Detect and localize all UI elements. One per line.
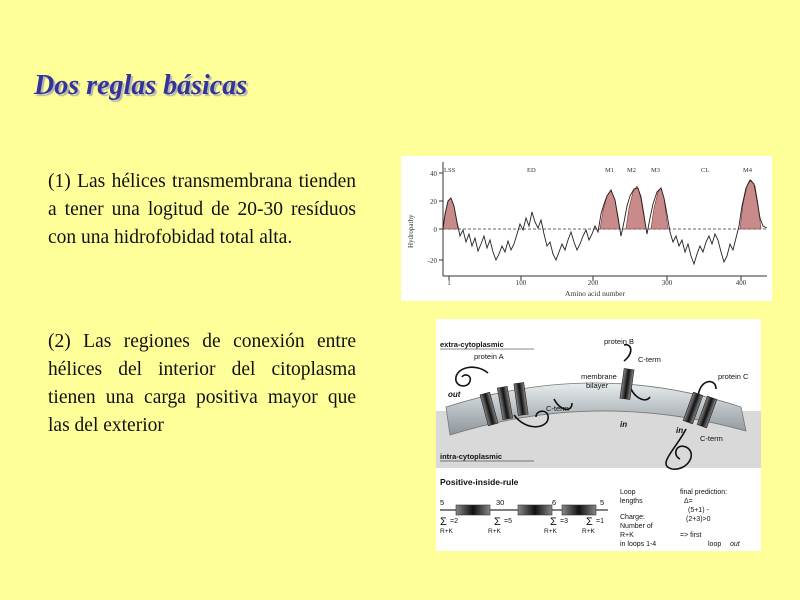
loop-number-3: 6 [552,498,557,507]
segment-ed: ED [527,167,536,174]
x-tick-100: 100 [515,279,527,287]
out-label: out [448,390,461,399]
segment-cl: CL [701,167,710,174]
y-tick-40: 40 [430,170,437,178]
segment-m3: M3 [651,167,661,174]
intra-cytoplasmic-label: intra-cytoplasmic [440,452,503,461]
protein-b-c-term [624,345,631,361]
rule-2-paragraph: (2) Las regiones de conexión entre hélices del interior del citoplasma tienen una carga positiva mayor que las del exterior [48,331,356,436]
sum-2: =5 [504,518,512,525]
c-term-b-label: C-term [638,355,661,364]
svg-text:lengths: lengths [620,498,643,505]
x-tick-200: 200 [587,279,599,287]
hydropathy-plot-figure [401,156,772,301]
in-label-1: in [620,420,628,429]
sum-4: =1 [596,518,604,525]
svg-text:R+K: R+K [620,532,634,539]
rk-1: R+K [440,528,453,535]
hydropathy-plot [401,156,772,301]
protein-c-label: protein C [718,372,749,381]
y-tick-minus20: -20 [427,257,437,265]
protein-a-label: protein A [474,352,504,361]
segment-m2: M2 [627,167,637,174]
hydrophobic-peaks [443,180,761,229]
slide-title: Dos reglas básicas [34,70,248,101]
charge-sums [440,516,604,535]
x-ticks [447,276,747,287]
final-prediction-text [680,489,741,548]
extra-cytoplasmic-label: extra-cytoplasmic [440,340,504,349]
segment-m4: M4 [743,167,753,174]
explanation-text [620,489,656,548]
segment-labels [444,167,753,174]
svg-text:Σ: Σ [550,516,557,528]
rk-2: R+K [488,528,501,535]
svg-text:(5+1) -: (5+1) - [688,507,709,514]
svg-text:out: out [730,541,740,548]
y-axis-label: Hydropathy [407,214,415,248]
svg-text:(2+3)>0: (2+3)>0 [686,516,711,523]
topology-diagram [436,319,761,551]
sum-1: =2 [450,518,458,525]
y-tick-20: 20 [430,198,437,206]
svg-text:loop: loop [708,541,722,548]
svg-text:final prediction:: final prediction: [680,489,728,496]
helix-bar [440,505,608,515]
loop-number-1: 5 [440,498,445,507]
topology-figure [436,319,761,551]
svg-text:Σ: Σ [494,516,501,528]
y-tick-0: 0 [433,226,437,234]
rule-title: Positive-inside-rule [440,477,519,487]
segment-lss: LSS [444,167,456,174]
svg-text:=> first: => first [680,532,702,539]
sum-3: =3 [560,518,568,525]
peak-m3 [651,188,668,229]
svg-text:Δ=: Δ= [684,498,693,505]
membrane-label: membrane [581,372,617,381]
in-label-2: in [676,426,684,435]
y-ticks [428,170,443,265]
svg-text:Charge:: Charge: [620,514,645,521]
protein-a-loop-out [456,367,488,386]
rk-3: R+K [544,528,557,535]
loop-number-4: 5 [600,498,605,507]
svg-text:Σ: Σ [586,516,593,528]
svg-text:Σ: Σ [440,516,447,528]
c-term-c-label: C-term [700,434,723,443]
svg-text:in loops 1-4: in loops 1-4 [620,541,657,548]
protein-b-label: protein B [604,337,635,346]
x-tick-300: 300 [661,279,673,287]
svg-text:Loop: Loop [620,489,636,496]
x-tick-400: 400 [735,279,747,287]
loop-number-2: 30 [496,498,505,507]
x-tick-1: 1 [447,279,451,287]
rk-4: R+K [582,528,595,535]
rule-1-paragraph: (1) Las hélices transmembrana tienden a tener una logitud de 20-30 resíduos con una hidrofobidad total alta. [48,171,356,248]
x-axis-label: Amino acid number [565,289,625,298]
segment-m1: M1 [605,167,615,174]
c-term-a-label: C-term [546,404,569,413]
bilayer-label: bilayer [586,381,609,390]
svg-text:Number of: Number of [620,523,653,530]
